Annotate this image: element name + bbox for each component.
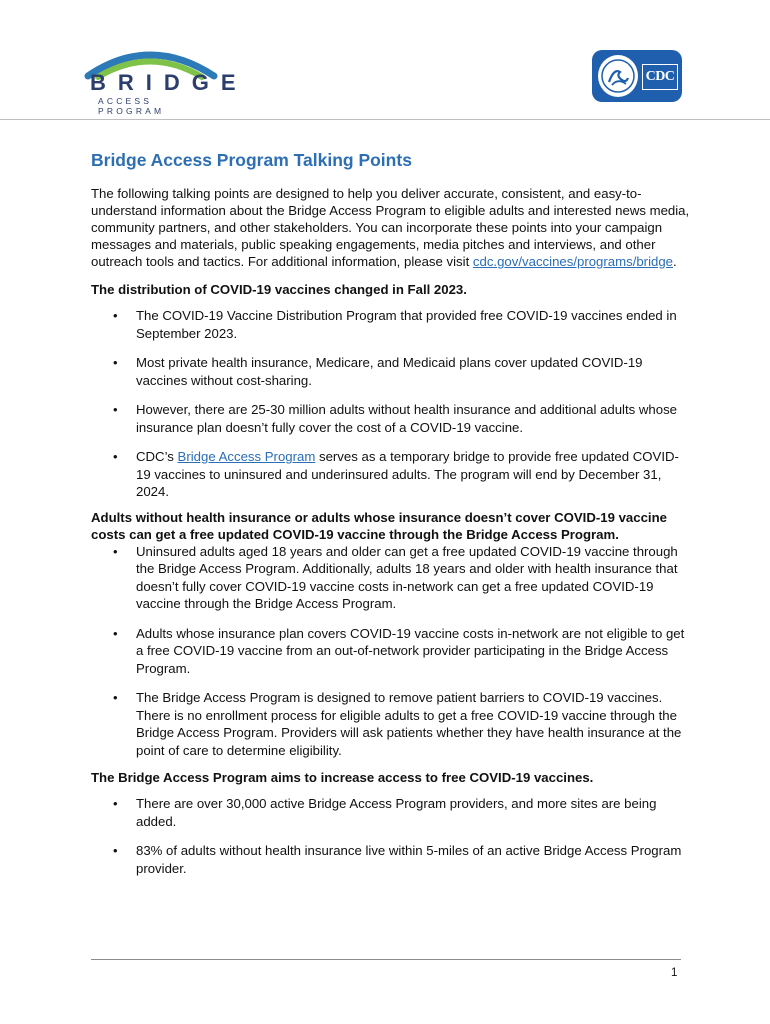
list-item-text: Most private health insurance, Medicare, and Medicaid plans cover updated COVID-19 vaccines without cost-sharing. — [136, 355, 643, 388]
header-divider — [0, 119, 770, 120]
list-item-text: The Bridge Access Program is designed to remove patient barriers to COVID-19 vaccines. There is no enrollment process for eligible adults to get a free COVID-19 vaccine through the Bridge Access Program. Providers will ask patients whether they have health insurance at the point of care to determine eligibility. — [136, 690, 682, 758]
hhs-seal-icon — [598, 55, 638, 97]
list-item — [91, 354, 691, 389]
intro-period: . — [673, 254, 677, 269]
logo-subtitle: ACCESS PROGRAM — [98, 96, 165, 116]
list-item-text: The COVID-19 Vaccine Distribution Program that provided free COVID-19 vaccines ended in September 2023. — [136, 308, 677, 341]
section-heading-distribution: The distribution of COVID-19 vaccines changed in Fall 2023. — [91, 282, 467, 297]
bullet-icon: • — [113, 402, 118, 417]
bullet-icon: • — [113, 796, 118, 811]
list-item-text: There are over 30,000 active Bridge Access Program providers, and more sites are being added. — [136, 796, 657, 829]
bullet-icon: • — [113, 843, 118, 858]
bullet-icon: • — [113, 625, 118, 641]
list-item-text: Uninsured adults aged 18 years and older can get a free updated COVID-19 vaccine through the Bridge Access Program. Additionally, adults 18 years and older with health insurance that doesn’t fully cover COVID-19 vaccine costs in-network can get a free updated COVID-19 vaccine through the Bridge Access Program. — [136, 543, 678, 611]
list-item — [91, 448, 691, 501]
list-item-text: However, there are 25-30 million adults without health insurance and additional adults whose insurance plan doesn’t fully cover the cost of a COVID-19 vaccine. — [136, 402, 678, 435]
list-item-text: Adults whose insurance plan covers COVID-19 vaccine costs in-network are not eligible to get a free COVID-19 vaccine from an out-of-network provider participating in the Bridge Access Program. — [136, 625, 685, 676]
footer-divider — [91, 959, 681, 960]
document-body — [91, 150, 691, 877]
bullet-icon: • — [113, 355, 118, 370]
section-list-access — [91, 795, 691, 877]
list-item-text: 83% of adults without health insurance live within 5-miles of an active Bridge Access Program provider. — [136, 843, 682, 876]
page-number: 1 — [671, 967, 678, 979]
section-heading-access: The Bridge Access Program aims to increase access to free COVID-19 vaccines. — [91, 770, 594, 785]
bullet-icon: • — [113, 543, 118, 559]
section-list-eligibility — [91, 543, 691, 760]
list-item — [91, 842, 691, 877]
list-item — [91, 625, 691, 678]
list-item-pre: CDC’s — [136, 449, 178, 464]
bridge-access-program-link[interactable]: Bridge Access Program — [177, 449, 316, 464]
logo-wordmark: BRIDGE — [90, 70, 248, 95]
intro-text: The following talking points are designed to help you deliver accurate, consistent, and easy-to-understand information about the Bridge Access Program to eligible adults and interested news media, community partners, and other stakeholders. You can incorporate these points into your campaign messages and materials, public speaking engagements, media pitches and interviews, and other outreach tools and tactics. For additional information, please visit — [91, 186, 690, 269]
cdc-logo — [592, 50, 682, 102]
intro-paragraph — [91, 185, 691, 270]
list-item — [91, 689, 691, 759]
bullet-icon: • — [113, 308, 118, 323]
list-item — [91, 795, 691, 830]
section-list-distribution — [91, 307, 691, 501]
page-header — [0, 0, 770, 120]
list-item — [91, 401, 691, 436]
section-heading-eligibility: Adults without health insurance or adults whose insurance doesn’t cover COVID-19 vaccine costs can get a free updated COVID-19 vaccine through the Bridge Access Program. — [91, 509, 667, 542]
bridge-access-program-logo — [84, 40, 248, 116]
list-item — [91, 543, 691, 613]
bridge-program-url-link[interactable]: cdc.gov/vaccines/programs/bridge — [472, 254, 674, 269]
cdc-wordmark: CDC — [642, 64, 678, 90]
bullet-icon: • — [113, 449, 118, 464]
list-item-post: serves as a temporary bridge to provide free updated COVID-19 vaccines to uninsured and underinsured adults. The program will end by December 31, 2024. — [136, 449, 679, 499]
list-item — [91, 307, 691, 342]
page-title: Bridge Access Program Talking Points — [91, 150, 412, 170]
bullet-icon: • — [113, 690, 118, 705]
